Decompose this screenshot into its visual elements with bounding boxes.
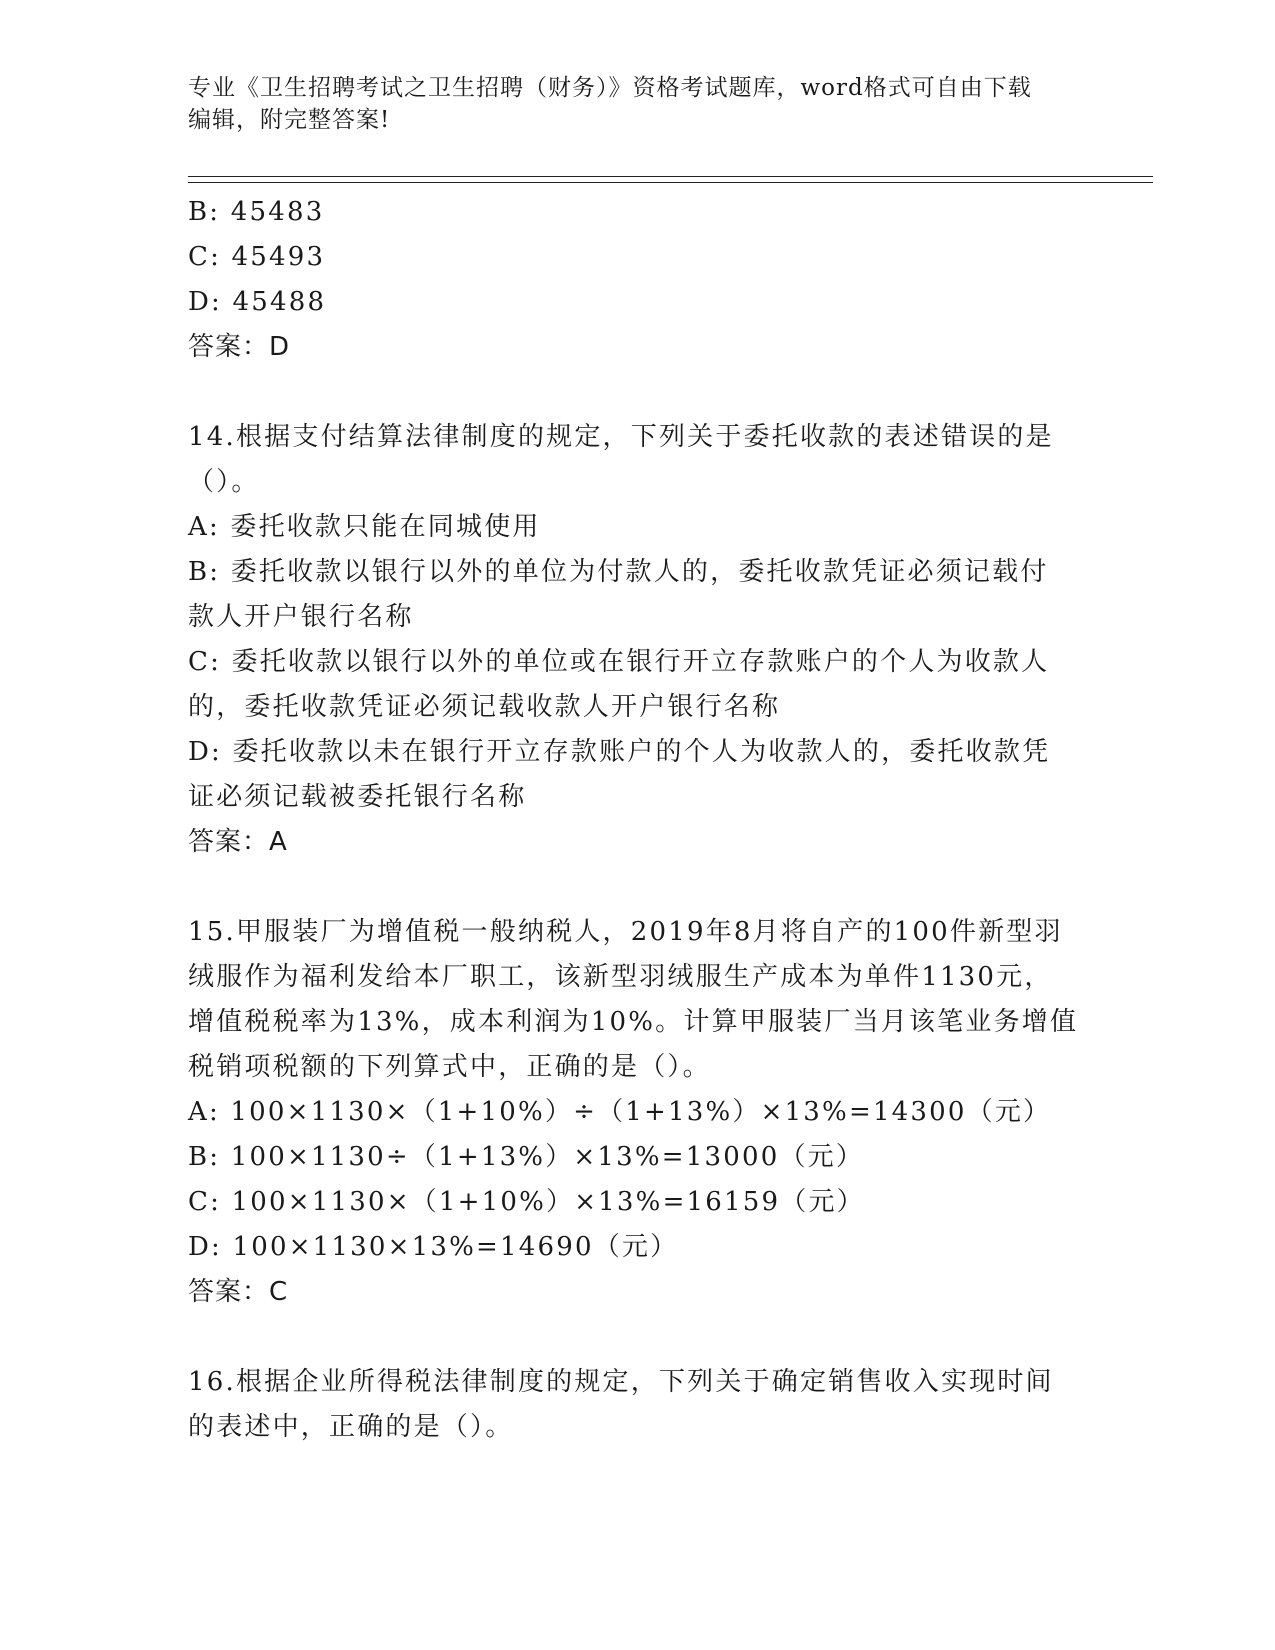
option-c-continued: 的，委托收款凭证必须记载收款人开户银行名称	[188, 692, 781, 722]
option-b: B: 45483	[188, 197, 325, 227]
answer-label: 答案：D	[188, 332, 291, 362]
question-stem-line: 15.甲服装厂为增值税一般纳税人，2019年8月将自产的100件新型羽	[188, 917, 1063, 947]
document-header	[188, 72, 1088, 136]
question-stem-line: （）。	[188, 467, 260, 497]
answer-label: 答案：C	[188, 1277, 289, 1307]
answer-label: 答案：A	[188, 827, 288, 857]
option-c: C: 100×1130×（1+10%）×13%=16159（元）	[188, 1187, 865, 1217]
header-line-2: 编辑，附完整答案!	[188, 107, 391, 133]
option-a: A: 委托收款只能在同城使用	[188, 512, 541, 542]
spacer	[188, 1315, 1078, 1360]
question-15	[188, 910, 1078, 1315]
question-stem-line: 的表述中，正确的是（）。	[188, 1412, 514, 1442]
question-stem-line: 税销项税额的下列算式中，正确的是（）。	[188, 1052, 711, 1082]
question-stem-line: 16.根据企业所得税法律制度的规定，下列关于确定销售收入实现时间	[188, 1367, 1054, 1397]
question-stem-line: 增值税税率为13%，成本利润为10%。计算甲服装厂当月该笔业务增值	[188, 1007, 1079, 1037]
option-d: D: 委托收款以未在银行开立存款账户的个人为收款人的，委托收款凭	[188, 737, 1051, 767]
question-stem-line: 绒服作为福利发给本厂职工，该新型羽绒服生产成本为单件1130元，	[188, 962, 1053, 992]
document-body	[188, 190, 1078, 1450]
spacer	[188, 865, 1078, 910]
header-line-1: 专业《卫生招聘考试之卫生招聘（财务）》资格考试题库，word格式可自由下载	[188, 75, 1032, 101]
option-b: B: 100×1130÷（1+13%）×13%=13000（元）	[188, 1142, 865, 1172]
option-b: B: 委托收款以银行以外的单位为付款人的，委托收款凭证必须记载付	[188, 557, 1049, 587]
option-d-continued: 证必须记载被委托银行名称	[188, 782, 527, 812]
question-stem-line: 14.根据支付结算法律制度的规定，下列关于委托收款的表述错误的是	[188, 422, 1054, 452]
question-13	[188, 190, 1078, 370]
header-divider	[188, 176, 1153, 183]
spacer	[188, 370, 1078, 415]
question-16	[188, 1360, 1078, 1450]
option-a: A: 100×1130×（1+10%）÷（1+13%）×13%=14300（元）	[188, 1097, 1052, 1127]
question-14	[188, 415, 1078, 865]
option-c: C: 委托收款以银行以外的单位或在银行开立存款账户的个人为收款人	[188, 647, 1050, 677]
option-d: D: 100×1130×13%=14690（元）	[188, 1232, 679, 1262]
option-c: C: 45493	[188, 242, 326, 272]
option-b-continued: 款人开户银行名称	[188, 602, 414, 632]
option-d: D: 45488	[188, 287, 327, 317]
